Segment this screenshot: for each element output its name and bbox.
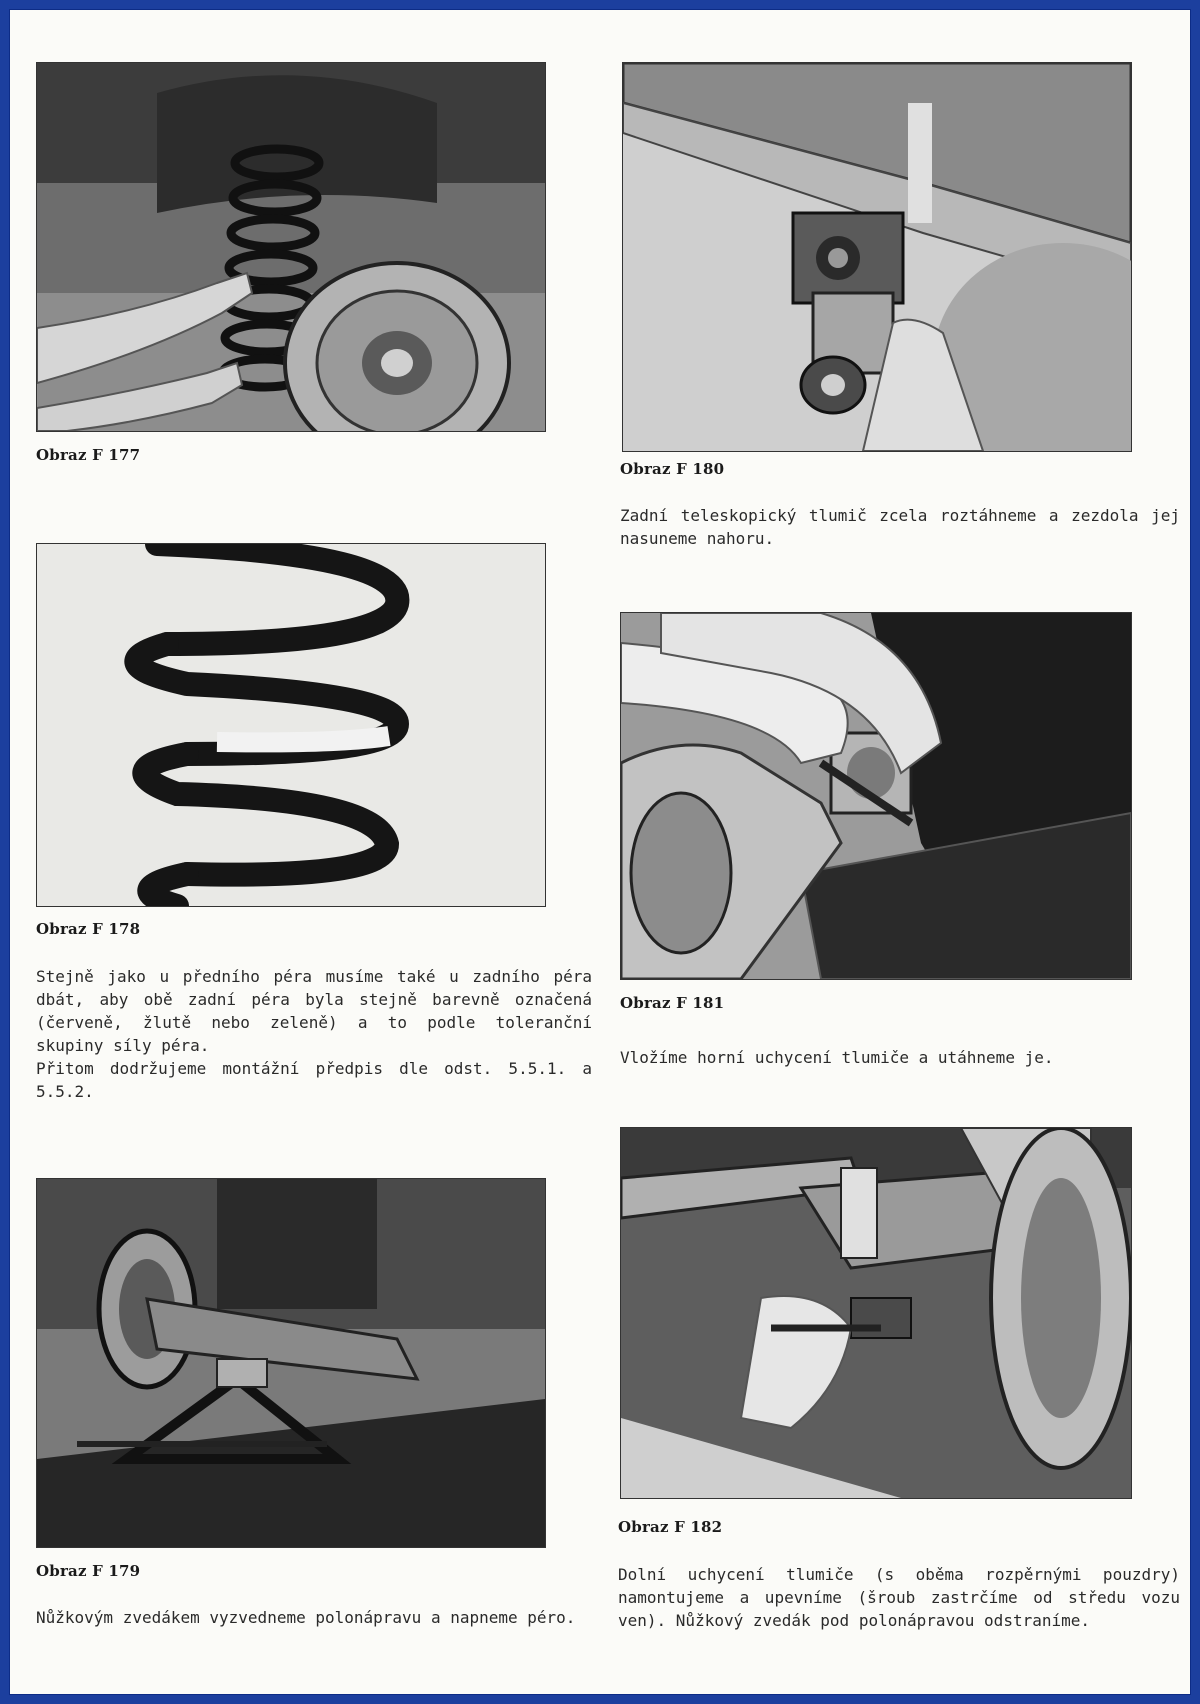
figure-f180-caption: Obraz F 180 (620, 460, 725, 478)
figure-f181-photo (620, 612, 1132, 980)
figure-f177-caption: Obraz F 177 (36, 446, 141, 464)
figure-f178-caption: Obraz F 178 (36, 920, 141, 938)
figure-f180-text: Zadní teleskopický tlumič zcela roztáhneme a zezdola jej nasuneme nahoru. (620, 506, 1180, 548)
figure-f180-photo (622, 62, 1132, 452)
figure-f178-paragraph-2: Přitom dodržujeme montážní předpis dle odst. 5.5.1. a 5.5.2. (36, 1059, 592, 1101)
figure-f178-text (36, 965, 592, 1103)
figure-f181-text: Vložíme horní uchycení tlumiče a utáhneme je. (620, 1048, 1054, 1067)
figure-f177-photo (36, 62, 546, 432)
figure-f178-photo (36, 543, 546, 907)
manual-page (9, 9, 1191, 1695)
figure-f182-text: Dolní uchycení tlumiče (s oběma rozpěrnými pouzdry) namontujeme a upevníme (šroub zastrčíme od středu vozu ven). Nůžkový zvedák pod polonápravou odstraníme. (618, 1565, 1180, 1630)
figure-f182-caption: Obraz F 182 (618, 1518, 723, 1536)
figure-f179-text: Nůžkovým zvedákem vyzvedneme polonápravu a napneme péro. (36, 1608, 576, 1627)
figure-f178-paragraph-1: Stejně jako u předního péra musíme také u zadního péra dbát, aby obě zadní péra byla stejně barevně označená (červeně, žlutě nebo zeleně) a to podle toleranční skupiny síly péra. (36, 967, 592, 1055)
figure-f179-photo (36, 1178, 546, 1548)
figure-f179-caption: Obraz F 179 (36, 1562, 141, 1580)
figure-f182-photo (620, 1127, 1132, 1499)
figure-f181-caption: Obraz F 181 (620, 994, 725, 1012)
